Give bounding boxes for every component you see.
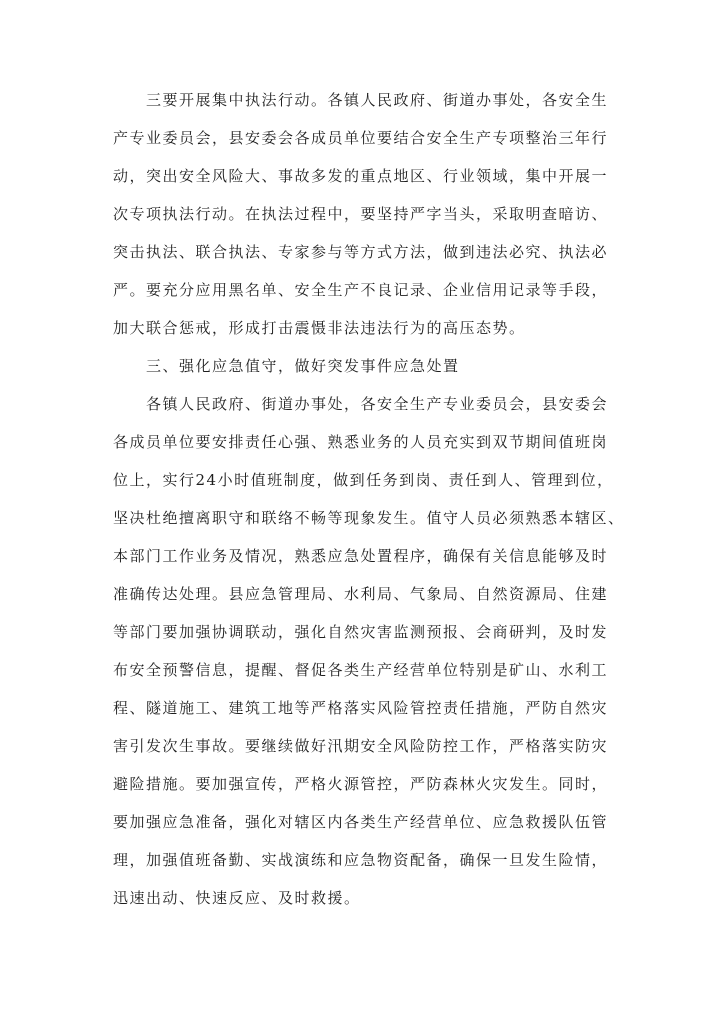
body-text-line: 各成员单位要安排责任心强、熟悉业务的人员充实到双节期间值班岗 xyxy=(113,433,609,451)
body-text-line: 避险措施。要加强宣传，严格火源管控，严防森林火灾发生。同时， xyxy=(113,775,609,793)
text-block xyxy=(113,81,625,917)
body-text-line: 布安全预警信息，提醒、督促各类生产经营单位特别是矿山、水利工 xyxy=(113,661,609,679)
body-text-line: 等部门要加强协调联动，强化自然灾害监测预报、会商研判，及时发 xyxy=(113,623,609,641)
body-text-line: 程、隧道施工、建筑工地等严格落实风险管控责任措施，严防自然灾 xyxy=(113,699,609,717)
body-text-line: 要加强应急准备，强化对辖区内各类生产经营单位、应急救援队伍管 xyxy=(113,813,609,831)
body-text-line: 产专业委员会，县安委会各成员单位要结合安全生产专项整治三年行 xyxy=(113,129,609,147)
body-text-line: 理，加强值班备勤、实战演练和应急物资配备，确保一旦发生险情， xyxy=(113,851,609,869)
body-text-line: 迅速出动、快速反应、及时救援。 xyxy=(113,889,361,907)
body-text-line: 次专项执法行动。在执法过程中，要坚持严字当头，采取明查暗访、 xyxy=(113,205,609,223)
body-text-line: 害引发次生事故。要继续做好汛期安全风险防控工作，严格落实防灾 xyxy=(113,737,609,755)
body-text-line: 本部门工作业务及情况，熟悉应急处置程序，确保有关信息能够及时 xyxy=(113,547,609,565)
body-text-line: 严。要充分应用黑名单、安全生产不良记录、企业信用记录等手段， xyxy=(113,281,609,299)
body-text-line: 突击执法、联合执法、专家参与等方式方法，做到违法必究、执法必 xyxy=(113,243,609,261)
body-text-line: 位上，实行24小时值班制度，做到任务到岗、责任到人、管理到位， xyxy=(113,471,614,489)
body-text-line: 动，突出安全风险大、事故多发的重点地区、行业领域，集中开展一 xyxy=(113,167,609,185)
body-text-line: 各镇人民政府、街道办事处，各安全生产专业委员会，县安委会 xyxy=(146,395,609,413)
body-text-line: 加大联合惩戒，形成打击震慑非法违法行为的高压态势。 xyxy=(113,319,526,337)
body-text-line: 坚决杜绝擅离职守和联络不畅等现象发生。值守人员必须熟悉本辖区、 xyxy=(113,509,625,527)
section-heading: 三、强化应急值守，做好突发事件应急处置 xyxy=(146,357,460,375)
body-text-line: 准确传达处理。县应急管理局、水利局、气象局、自然资源局、住建 xyxy=(113,585,609,603)
body-text-line: 三要开展集中执法行动。各镇人民政府、街道办事处，各安全生 xyxy=(146,91,609,109)
